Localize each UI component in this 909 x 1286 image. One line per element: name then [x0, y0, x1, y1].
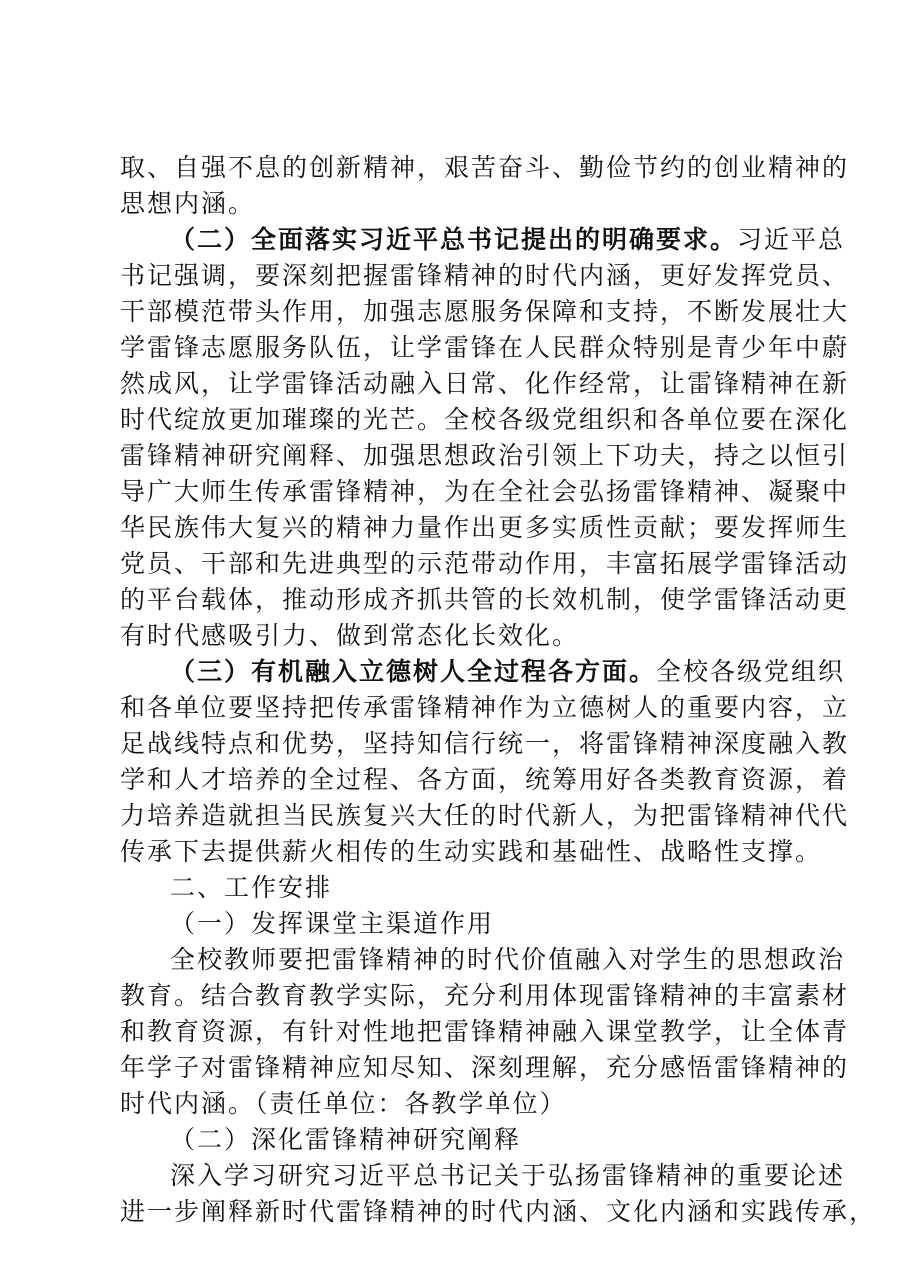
line-08: 时代绽放更加璀璨的光芒。全校各级党组织和各单位要在深化: [120, 405, 850, 434]
line-02: 思想内涵。: [120, 189, 256, 218]
line-23: 全校教师要把雷锋精神的时代价值融入对学生的思想政治: [170, 945, 846, 974]
line-01: 取、自强不息的创新精神，艰苦奋斗、勤俭节约的创业精神的: [120, 153, 850, 182]
line-07: 然成风，让学雷锋活动融入日常、化作经常，让雷锋精神在新: [120, 369, 850, 398]
line-17: 足战线特点和优势，坚持知信行统一，将雷锋精神深度融入教: [120, 729, 850, 758]
subsection-heading-2: （二）深化雷锋精神研究阐释: [170, 1125, 522, 1154]
line-29: 深入学习研究习近平总书记关于弘扬雷锋精神的重要论述: [170, 1161, 846, 1190]
line-27: 时代内涵。（责任单位：各教学单位）: [120, 1089, 567, 1118]
subsection-title-2: （二）全面落实习近平总书记提出的明确要求。: [170, 225, 738, 254]
section-heading: 二、工作安排: [170, 873, 333, 902]
line-26: 年学子对雷锋精神应知尽知、深刻理解，充分感悟雷锋精神的: [120, 1053, 850, 1082]
line-12: 党员、干部和先进典型的示范带动作用，丰富拓展学雷锋活动: [120, 549, 850, 578]
line-03-text: 习近平总: [737, 225, 846, 254]
line-10: 导广大师生传承雷锋精神，为在全社会弘扬雷锋精神、凝聚中: [120, 477, 850, 506]
line-11: 华民族伟大复兴的精神力量作出更多实质性贡献；要发挥师生: [120, 513, 850, 542]
line-15-text: 全校各级党组织: [656, 657, 846, 686]
line-14: 有时代感吸引力、做到常态化长效化。: [120, 621, 580, 650]
line-05: 干部模范带头作用，加强志愿服务保障和支持，不断发展壮大: [120, 297, 850, 326]
line-03: [170, 220, 846, 260]
line-20: 传承下去提供薪火相传的生动实践和基础性、战略性支撑。: [120, 837, 823, 866]
line-04: 书记强调，要深刻把握雷锋精神的时代内涵，更好发挥党员、: [120, 261, 850, 290]
line-09: 雷锋精神研究阐释、加强思想政治引领上下功夫，持之以恒引: [120, 441, 850, 470]
line-15: [170, 652, 846, 692]
line-13: 的平台载体，推动形成齐抓共管的长效机制，使学雷锋活动更: [120, 585, 850, 614]
line-18: 学和人才培养的全过程、各方面，统筹用好各类教育资源，着: [120, 765, 850, 794]
line-24: 教育。结合教育教学实际，充分利用体现雷锋精神的丰富素材: [120, 981, 850, 1010]
subsection-heading-1: （一）发挥课堂主渠道作用: [170, 909, 495, 938]
line-25: 和教育资源，有针对性地把雷锋精神融入课堂教学，让全体青: [120, 1017, 850, 1046]
line-19: 力培养造就担当民族复兴大任的时代新人，为把雷锋精神代代: [120, 801, 850, 830]
line-16: 和各单位要坚持把传承雷锋精神作为立德树人的重要内容，立: [120, 693, 850, 722]
line-06: 学雷锋志愿服务队伍，让学雷锋在人民群众特别是青少年中蔚: [120, 333, 850, 362]
subsection-title-3: （三）有机融入立德树人全过程各方面。: [170, 657, 657, 686]
line-30: 进一步阐释新时代雷锋精神的时代内涵、文化内涵和实践传承，: [120, 1197, 877, 1226]
